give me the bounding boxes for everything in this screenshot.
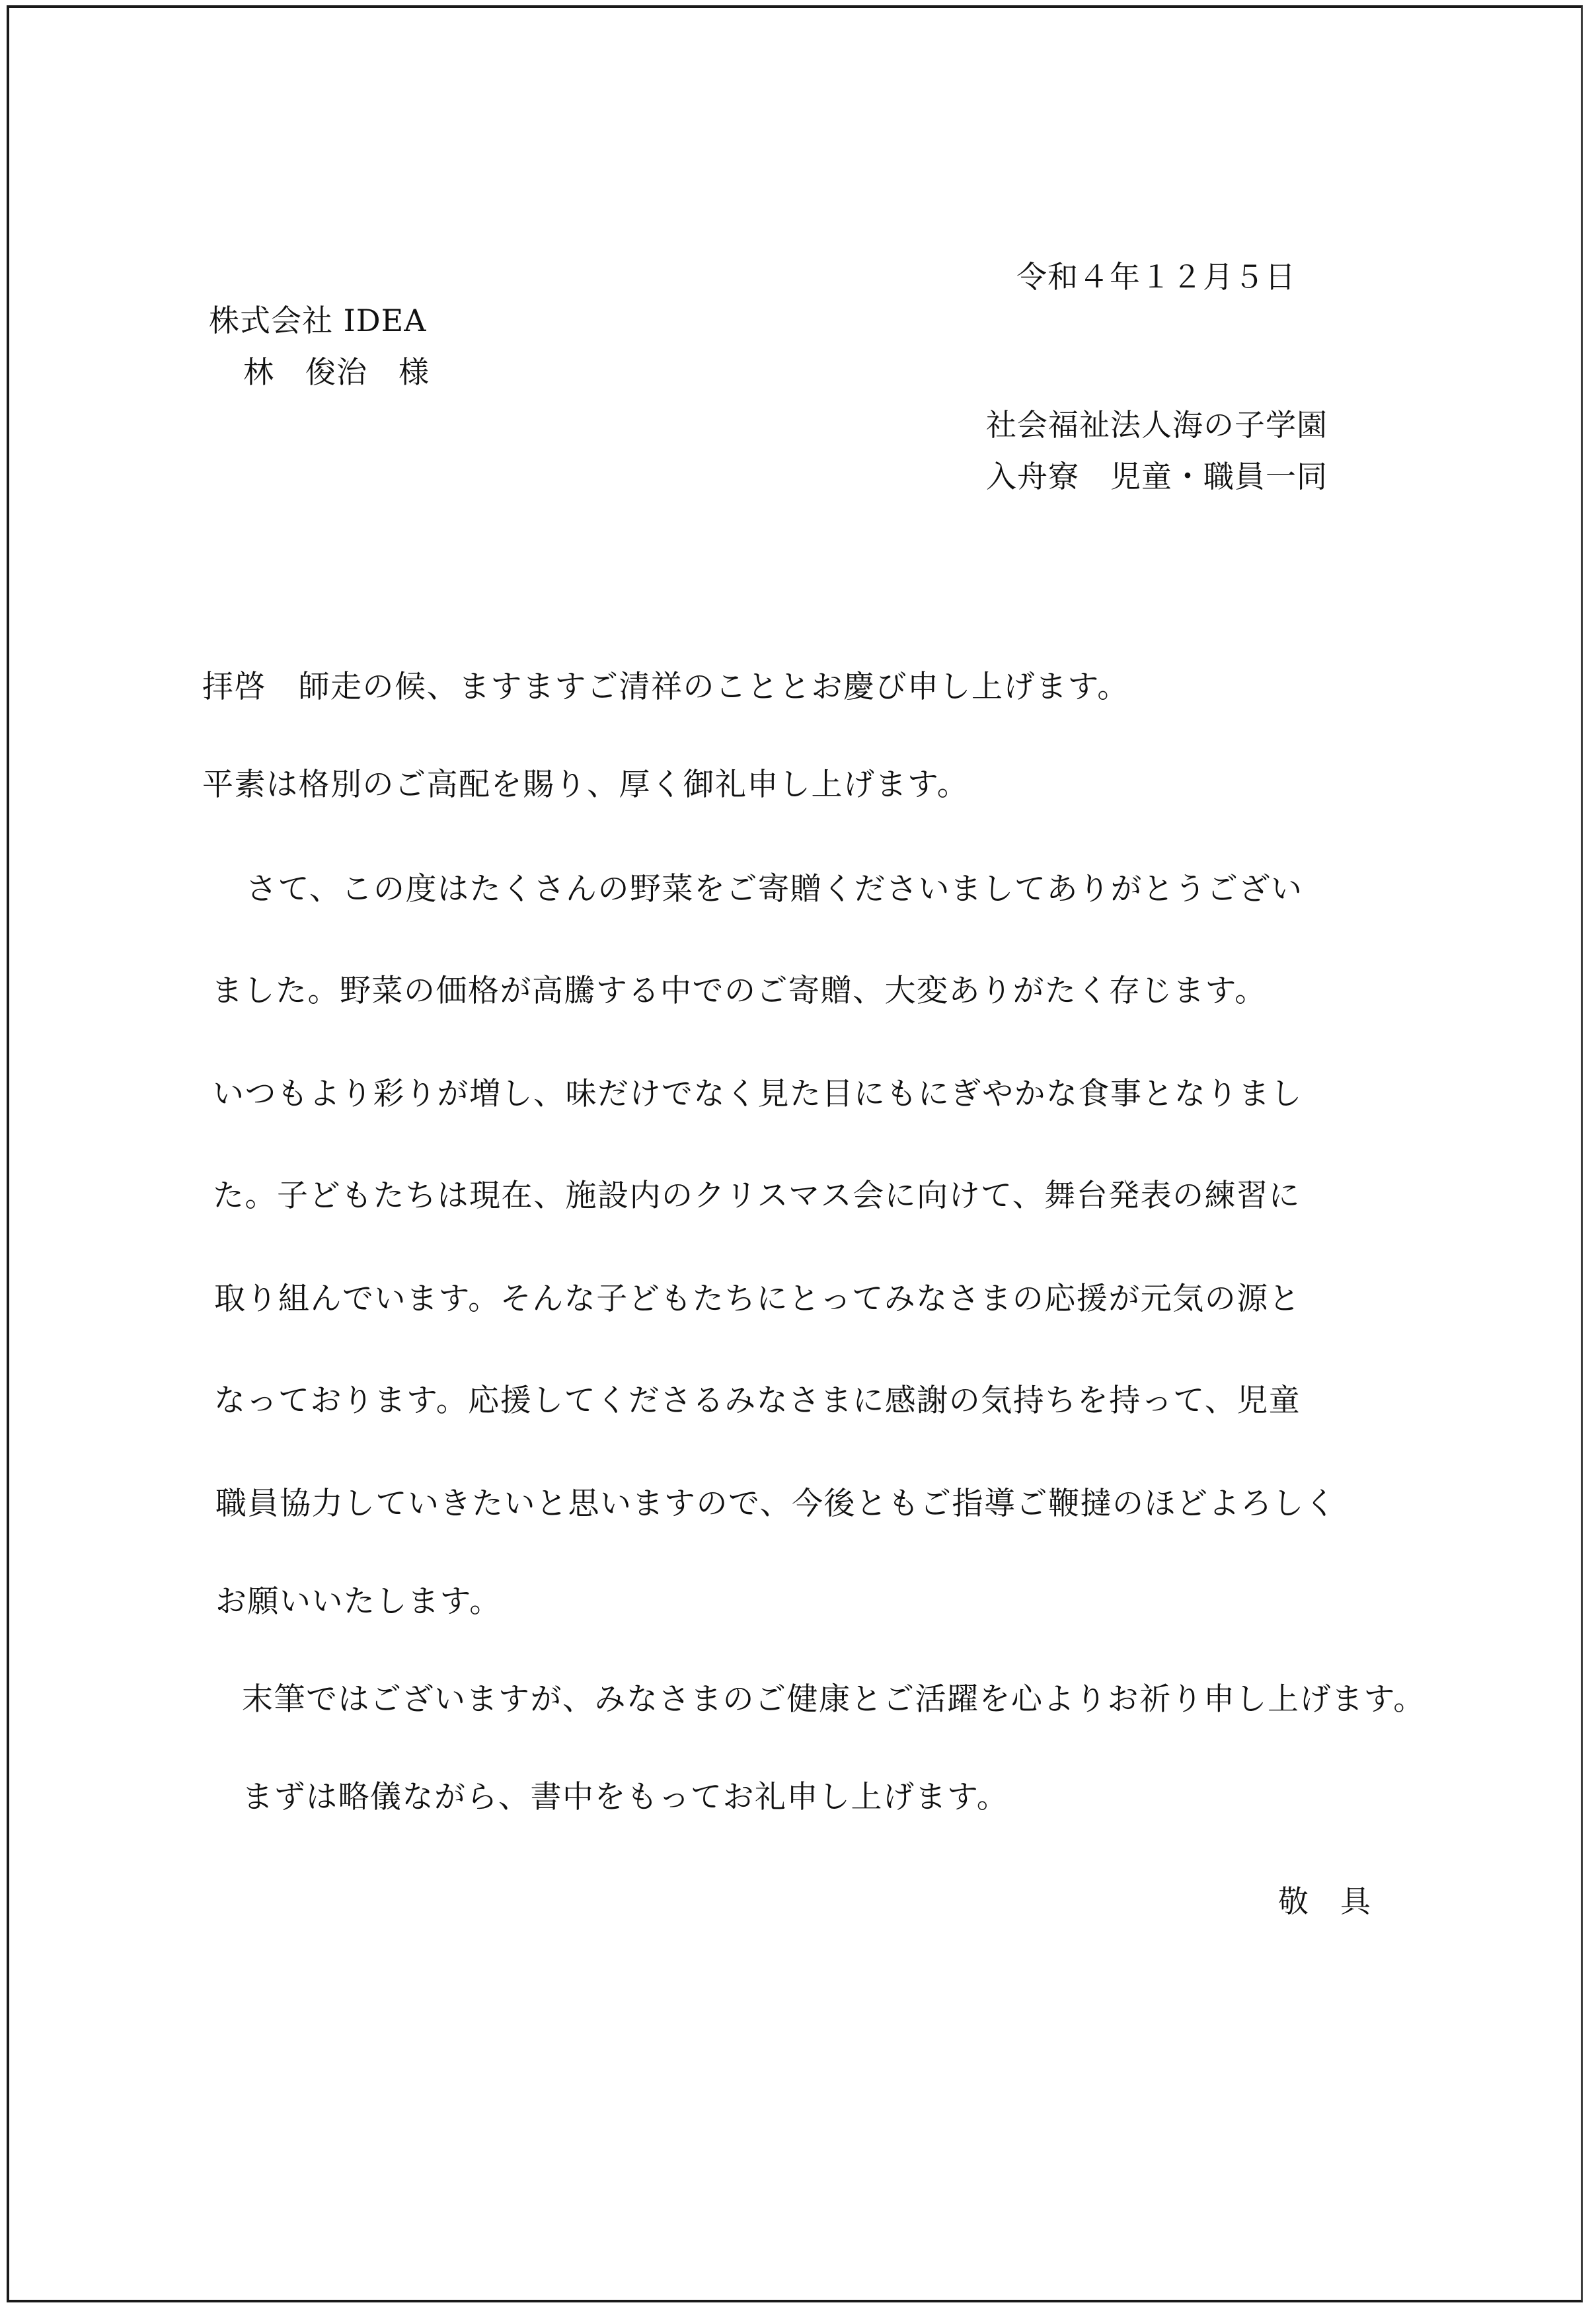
body-line: まずは略儀ながら、書中をもってお礼申し上げます。 xyxy=(242,1779,1009,1815)
body-line: 末筆ではございますが、みなさまのご健康とご活躍を心よりお祈り申し上げます。 xyxy=(242,1681,1425,1718)
body-line: た。子どもたちは現在、施設内のクリスマス会に向けて、舞台発表の練習に xyxy=(213,1178,1301,1214)
sender-organization: 社会福祉法人海の子学園 xyxy=(986,407,1328,443)
recipient-name: 林 俊治 様 xyxy=(243,354,430,390)
body-line: お願いいたします。 xyxy=(215,1583,502,1620)
body-line: 取り組んでいます。そんな子どもたちにとってみなさまの応援が元気の源と xyxy=(214,1281,1301,1317)
recipient-company: 株式会社 IDEA xyxy=(209,303,427,338)
page-border xyxy=(7,5,1583,2302)
letter-date: 令和４年１２月５日 xyxy=(1016,259,1296,295)
body-line: さて、この度はたくさんの野菜をご寄贈くださいましてありがとうござい xyxy=(246,871,1303,907)
letter-closing: 敬 具 xyxy=(1278,1883,1371,1919)
sender-department: 入舟寮 児童・職員一同 xyxy=(986,459,1328,494)
body-line: なっております。応援してくださるみなさまに感謝の気持ちを持って、児童 xyxy=(214,1383,1301,1419)
body-line: 平素は格別のご高配を賜り、厚く御礼申し上げます。 xyxy=(202,767,969,803)
body-line: 職員協力していきたいと思いますので、今後ともご指導ご鞭撻のほどよろしく xyxy=(215,1486,1337,1522)
body-line: 拝啓 師走の候、ますますご清祥のこととお慶び申し上げます。 xyxy=(202,669,1129,705)
body-line: いつもより彩りが増し、味だけでなく見た目にもにぎやかな食事となりまし xyxy=(213,1076,1303,1112)
body-line: ました。野菜の価格が高騰する中でのご寄贈、大変ありがたく存じます。 xyxy=(211,973,1267,1009)
